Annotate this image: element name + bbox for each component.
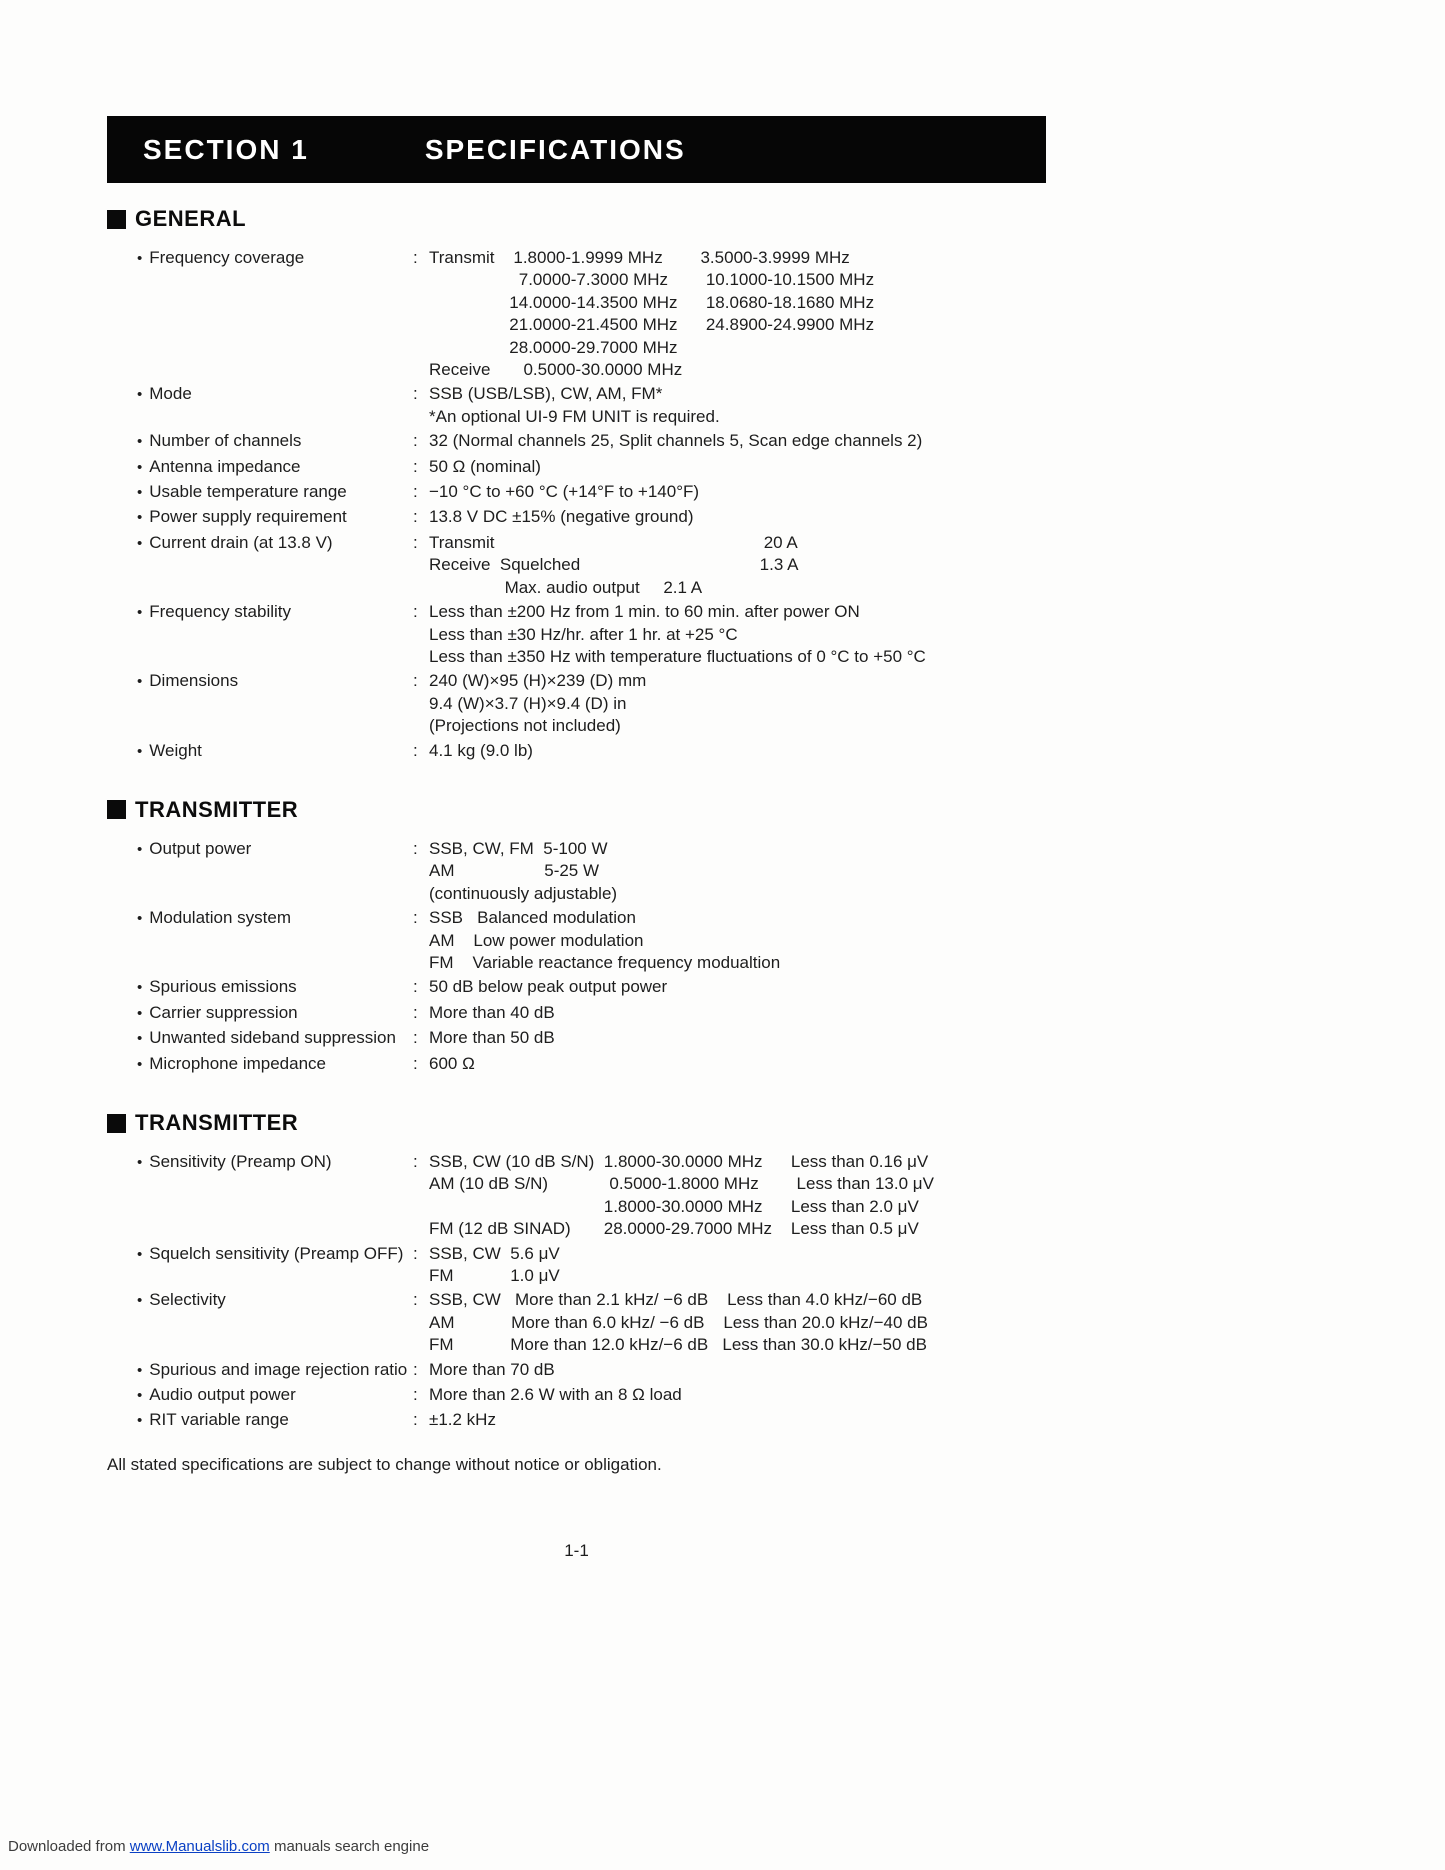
spec-value <box>429 1002 1397 1024</box>
bullet-icon: • <box>137 910 143 928</box>
section-heading <box>107 1110 1397 1136</box>
spec-label <box>137 1053 413 1076</box>
spec-value-line: 28.0000-29.7000 MHz <box>429 337 678 357</box>
spec-row <box>137 456 1397 479</box>
spec-colon: : <box>413 532 418 552</box>
spec-row <box>137 1289 1397 1356</box>
spec-label <box>137 383 413 406</box>
download-watermark <box>8 1838 429 1855</box>
spec-label-text: Power supply requirement <box>149 507 347 527</box>
spec-label <box>137 907 413 930</box>
spec-row <box>137 247 1397 381</box>
spec-label-text: Frequency coverage <box>149 248 305 267</box>
spec-value <box>429 532 1397 599</box>
spec-value-line: 7.0000-7.3000 MHz 10.1000-10.1500 MHz <box>429 270 875 290</box>
spec-label <box>137 456 413 479</box>
spec-value-line: Less than ±30 Hz/hr. after 1 hr. at +25 °C <box>429 624 738 644</box>
bullet-icon: • <box>137 1030 143 1048</box>
spec-label <box>137 670 413 693</box>
section-title: GENERAL <box>135 206 247 231</box>
spec-value-line: 13.8 V DC ±15% (negative ground) <box>429 507 694 527</box>
spec-label-text: Usable temperature range <box>149 482 347 502</box>
spec-label <box>137 1289 413 1312</box>
spec-item-list <box>137 247 1397 763</box>
spec-label-text: Carrier suppression <box>149 1002 298 1022</box>
spec-value <box>429 456 1397 478</box>
spec-value-line: 1.8000-30.0000 MHz Less than 2.0 μV <box>429 1196 919 1216</box>
spec-row <box>137 1151 1397 1241</box>
spec-value-line: (continuously adjustable) <box>429 883 618 903</box>
bullet-icon: • <box>137 458 143 476</box>
spec-section <box>107 206 1397 763</box>
spec-row <box>137 976 1397 999</box>
bullet-icon: • <box>137 1004 143 1022</box>
spec-row <box>137 601 1397 668</box>
spec-value-line: SSB Balanced modulation <box>429 908 636 928</box>
spec-label <box>137 1359 413 1382</box>
spec-colon: : <box>413 248 418 267</box>
bullet-icon: • <box>137 1361 143 1379</box>
spec-value-line: SSB, CW (10 dB S/N) 1.8000-30.0000 MHz Less than 0.16 μV <box>429 1152 929 1171</box>
bullet-icon: • <box>137 534 143 552</box>
spec-value-line: FM 1.0 μV <box>429 1266 560 1286</box>
spec-colon: : <box>413 977 418 997</box>
section-title: TRANSMITTER <box>135 1110 299 1135</box>
spec-value-line: SSB, CW, FM 5-100 W <box>429 838 608 858</box>
spec-colon: : <box>413 456 418 476</box>
spec-row <box>137 506 1397 529</box>
spec-row <box>137 1053 1397 1076</box>
spec-value <box>429 601 1397 668</box>
bullet-icon: • <box>137 509 143 527</box>
spec-label-text: Frequency stability <box>149 602 291 622</box>
spec-label-text: Squelch sensitivity (Preamp OFF) <box>149 1243 404 1263</box>
spec-row <box>137 1243 1397 1288</box>
spec-value-line: Max. audio output 2.1 A <box>429 577 703 597</box>
spec-value-line: SSB (USB/LSB), CW, AM, FM* <box>429 384 663 404</box>
spec-row <box>137 670 1397 737</box>
spec-value <box>429 1289 1397 1356</box>
spec-label <box>137 532 413 555</box>
spec-label-text: Spurious emissions <box>149 977 297 997</box>
spec-value-line: Transmit 20 A <box>429 532 798 552</box>
spec-label <box>137 1002 413 1025</box>
spec-colon: : <box>413 482 418 502</box>
spec-value-line: SSB, CW 5.6 μV <box>429 1243 560 1263</box>
spec-value-line: *An optional UI-9 FM UNIT is required. <box>429 406 720 426</box>
spec-row <box>137 1359 1397 1382</box>
spec-label <box>137 1027 413 1050</box>
spec-value <box>429 430 1397 452</box>
spec-value-line: 600 Ω <box>429 1053 475 1073</box>
spec-value-line: AM (10 dB S/N) 0.5000-1.8000 MHz Less than 13.0 μV <box>429 1174 934 1194</box>
bullet-icon: • <box>137 604 143 622</box>
spec-label-text: Mode <box>149 384 192 404</box>
spec-value <box>429 838 1397 905</box>
spec-value <box>429 1409 1397 1431</box>
spec-value <box>429 1243 1397 1288</box>
spec-value <box>429 481 1397 503</box>
spec-colon: : <box>413 671 418 691</box>
spec-colon: : <box>413 431 418 451</box>
spec-colon: : <box>413 1410 418 1430</box>
spec-label-text: Weight <box>149 740 202 760</box>
spec-row <box>137 1384 1397 1407</box>
section-heading <box>107 206 1397 232</box>
spec-label-text: Spurious and image rejection ratio <box>149 1359 408 1379</box>
spec-colon: : <box>413 1243 418 1263</box>
spec-colon: : <box>413 1359 418 1379</box>
spec-value-line: FM Variable reactance frequency modualtion <box>429 952 781 972</box>
manualslib-link[interactable]: www.Manualslib.com <box>129 1838 270 1855</box>
spec-value <box>429 976 1397 998</box>
bullet-icon: • <box>137 1387 143 1405</box>
spec-label <box>137 740 413 763</box>
spec-value-line: Less than ±350 Hz with temperature fluctuations of 0 °C to +50 °C <box>429 646 926 666</box>
spec-label-text: Dimensions <box>149 671 239 691</box>
spec-label-text: Unwanted sideband suppression <box>149 1028 396 1048</box>
spec-label <box>137 247 413 270</box>
spec-colon: : <box>413 507 418 527</box>
spec-value <box>429 247 1397 381</box>
section-square-marker <box>107 800 126 819</box>
spec-value-line: Transmit 1.8000-1.9999 MHz 3.5000-3.9999 MHz <box>429 248 850 267</box>
spec-sections <box>107 206 1397 1433</box>
spec-label <box>137 1409 413 1432</box>
spec-colon: : <box>413 384 418 404</box>
spec-value-line: 50 dB below peak output power <box>429 977 668 997</box>
spec-value-line: (Projections not included) <box>429 716 621 736</box>
spec-value <box>429 670 1397 737</box>
page-number: 1-1 <box>564 1541 589 1560</box>
spec-row <box>137 1409 1397 1432</box>
spec-row <box>137 1027 1397 1050</box>
spec-value-line: ±1.2 kHz <box>429 1410 496 1430</box>
specifications-content <box>107 206 1397 1476</box>
bullet-icon: • <box>137 250 143 267</box>
spec-value-line: FM (12 dB SINAD) 28.0000-29.7000 MHz Less than 0.5 μV <box>429 1219 919 1239</box>
spec-value-line: AM Low power modulation <box>429 930 644 950</box>
spec-colon: : <box>413 908 418 928</box>
watermark-suffix: manuals search engine <box>269 1838 430 1855</box>
spec-label <box>137 506 413 529</box>
spec-label <box>137 481 413 504</box>
spec-value-line: More than 50 dB <box>429 1028 555 1048</box>
spec-value-line: 32 (Normal channels 25, Split channels 5, Scan edge channels 2) <box>429 431 923 451</box>
spec-label-text: Modulation system <box>149 908 291 928</box>
spec-value <box>429 1053 1397 1075</box>
spec-label <box>137 838 413 861</box>
spec-label <box>137 976 413 999</box>
spec-value-line: SSB, CW More than 2.1 kHz/ −6 dB Less than 4.0 kHz/−60 dB <box>429 1290 923 1310</box>
spec-label-text: Sensitivity (Preamp ON) <box>149 1152 332 1171</box>
spec-value-line: 14.0000-14.3500 MHz 18.0680-18.1680 MHz <box>429 292 875 312</box>
spec-value-line: Less than ±200 Hz from 1 min. to 60 min. after power ON <box>429 602 860 622</box>
spec-value-line: 21.0000-21.4500 MHz 24.8900-24.9900 MHz <box>429 315 875 335</box>
spec-row <box>137 1002 1397 1025</box>
spec-colon: : <box>413 602 418 622</box>
spec-label <box>137 1384 413 1407</box>
spec-value-line: FM More than 12.0 kHz/−6 dB Less than 30.0 kHz/−50 dB <box>429 1335 927 1355</box>
spec-value-line: 240 (W)×95 (H)×239 (D) mm <box>429 671 647 691</box>
bullet-icon: • <box>137 979 143 997</box>
spec-item-list <box>137 838 1397 1076</box>
spec-value-line: AM More than 6.0 kHz/ −6 dB Less than 20.0 kHz/−40 dB <box>429 1312 928 1332</box>
spec-colon: : <box>413 1385 418 1405</box>
spec-colon: : <box>413 838 418 858</box>
disclaimer-note: All stated specifications are subject to change without notice or obligation. <box>107 1454 662 1474</box>
spec-label-text: Current drain (at 13.8 V) <box>149 532 333 552</box>
spec-value-line: 50 Ω (nominal) <box>429 456 541 476</box>
spec-value-line: Receive Squelched 1.3 A <box>429 555 799 575</box>
spec-row <box>137 383 1397 428</box>
section-square-marker <box>107 210 126 229</box>
spec-colon: : <box>413 1152 418 1171</box>
page-title: SPECIFICATIONS <box>424 133 686 165</box>
spec-colon: : <box>413 1290 418 1310</box>
bullet-icon: • <box>137 673 143 691</box>
spec-section <box>107 1110 1397 1433</box>
spec-label-text: Audio output power <box>149 1385 296 1405</box>
spec-value-line: More than 2.6 W with an 8 Ω load <box>429 1385 682 1405</box>
spec-value-line: 9.4 (W)×3.7 (H)×9.4 (D) in <box>429 693 627 713</box>
bullet-icon: • <box>137 386 143 404</box>
spec-label-text: Number of channels <box>149 431 302 451</box>
spec-value <box>429 907 1397 974</box>
bullet-icon: • <box>137 1055 143 1073</box>
section-square-marker <box>107 1114 126 1133</box>
spec-row <box>137 532 1397 599</box>
bullet-icon: • <box>137 1292 143 1310</box>
bullet-icon: • <box>137 1154 143 1171</box>
spec-value-line: 4.1 kg (9.0 lb) <box>429 740 533 760</box>
section-title: TRANSMITTER <box>135 796 299 822</box>
spec-value-line: More than 40 dB <box>429 1002 555 1022</box>
bullet-icon: • <box>137 484 143 502</box>
spec-value <box>429 1027 1397 1049</box>
spec-value <box>429 506 1397 528</box>
section-number: SECTION 1 <box>143 133 309 165</box>
section-heading <box>107 797 1397 823</box>
spec-value-line: More than 70 dB <box>429 1359 555 1379</box>
spec-label <box>137 601 413 624</box>
spec-colon: : <box>413 1028 418 1048</box>
spec-value <box>429 740 1397 762</box>
spec-label <box>137 1151 413 1174</box>
spec-label-text: RIT variable range <box>149 1410 289 1430</box>
bullet-icon: • <box>137 742 143 760</box>
spec-value <box>429 383 1397 428</box>
spec-label-text: Antenna impedance <box>149 456 301 476</box>
spec-label <box>137 1243 413 1266</box>
bullet-icon: • <box>137 840 143 858</box>
spec-row <box>137 740 1397 763</box>
spec-row <box>137 430 1397 453</box>
spec-item-list <box>137 1151 1397 1433</box>
spec-label-text: Output power <box>149 838 252 858</box>
spec-value <box>429 1359 1397 1381</box>
spec-value <box>429 1151 1397 1241</box>
spec-row <box>137 838 1397 905</box>
spec-label-text: Selectivity <box>149 1290 226 1310</box>
spec-label-text: Microphone impedance <box>149 1053 326 1073</box>
spec-colon: : <box>413 740 418 760</box>
watermark-prefix: Downloaded from <box>8 1838 130 1855</box>
spec-label <box>137 430 413 453</box>
spec-value-line: Receive 0.5000-30.0000 MHz <box>429 360 683 380</box>
spec-row <box>137 907 1397 974</box>
spec-value-line: −10 °C to +60 °C (+14°F to +140°F) <box>429 482 700 502</box>
bullet-icon: • <box>137 1412 143 1430</box>
bullet-icon: • <box>137 1245 143 1263</box>
spec-row <box>137 481 1397 504</box>
spec-section <box>107 797 1397 1076</box>
section-header-bar <box>107 116 1046 183</box>
spec-colon: : <box>413 1002 418 1022</box>
spec-colon: : <box>413 1053 418 1073</box>
spec-value-line: AM 5-25 W <box>429 861 600 881</box>
bullet-icon: • <box>137 433 143 451</box>
spec-value <box>429 1384 1397 1406</box>
